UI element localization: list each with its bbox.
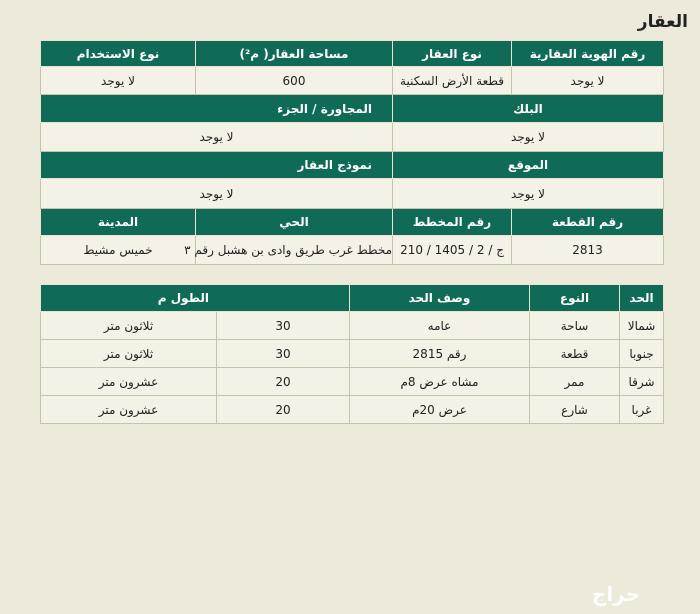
boundary-type: شارع xyxy=(530,396,620,424)
boundary-side: غربا xyxy=(620,396,664,424)
value-plot-number: 2813 xyxy=(512,236,664,265)
header-type: النوع xyxy=(530,285,620,312)
property-value-row-3 xyxy=(41,179,664,209)
header-identity: رقم الهوية العقارية xyxy=(512,41,664,67)
value-area: 600 xyxy=(196,67,393,95)
header-property-type: نوع العقار xyxy=(393,41,512,67)
property-value-row-1 xyxy=(41,67,664,95)
value-district: مخطط غرب طريق وادى بن هشبل رقم ٣ xyxy=(196,236,393,265)
boundary-description: مشاه عرض 8م xyxy=(350,368,530,396)
value-property-type: قطعة الأرض السكنية xyxy=(393,67,512,95)
table-row xyxy=(41,312,664,340)
header-plan-number: رقم المخطط xyxy=(393,209,512,236)
table-row xyxy=(41,340,664,368)
property-header-row-2 xyxy=(41,95,664,123)
header-description: وصف الحد xyxy=(350,285,530,312)
value-identity: لا يوجد xyxy=(512,67,664,95)
boundary-length: 30 xyxy=(217,312,350,340)
value-city: خميس مشيط xyxy=(41,236,196,265)
table-row xyxy=(41,368,664,396)
boundary-length-text: ثلاثون متر xyxy=(41,312,217,340)
boundary-length: 30 xyxy=(217,340,350,368)
boundary-type: ممر xyxy=(530,368,620,396)
boundaries-header-row xyxy=(41,285,664,312)
haraj-watermark-logo: حراج xyxy=(592,582,641,606)
value-property-model: لا يوجد xyxy=(41,179,393,209)
boundary-description: عرض 20م xyxy=(350,396,530,424)
value-usage-type: لا يوجد xyxy=(41,67,196,95)
boundary-side: شمالا xyxy=(620,312,664,340)
value-plan-number: 210 / 1405 / ج / 2 xyxy=(393,236,512,265)
header-block: البلك xyxy=(393,95,664,123)
property-value-row-2 xyxy=(41,123,664,152)
boundary-length-text: عشرون متر xyxy=(41,396,217,424)
boundaries-table xyxy=(40,284,664,424)
header-city: المدينة xyxy=(41,209,196,236)
table-row xyxy=(41,396,664,424)
boundary-length-text: عشرون متر xyxy=(41,368,217,396)
header-length: الطول م xyxy=(41,285,350,312)
boundary-side: شرقا xyxy=(620,368,664,396)
boundary-type: ساحة xyxy=(530,312,620,340)
value-location: لا يوجد xyxy=(393,179,664,209)
header-property-model: نموذج العقار xyxy=(41,152,393,179)
header-plot-number: رقم القطعة xyxy=(512,209,664,236)
boundary-length: 20 xyxy=(217,368,350,396)
property-header-row-1 xyxy=(41,41,664,67)
header-location: الموقع xyxy=(393,152,664,179)
header-district: الحي xyxy=(196,209,393,236)
value-neighborhood-part: لا يوجد xyxy=(41,123,393,152)
boundary-type: قطعة xyxy=(530,340,620,368)
page-title: العقار xyxy=(637,12,688,32)
header-side: الحد xyxy=(620,285,664,312)
boundary-length-text: ثلاثون متر xyxy=(41,340,217,368)
boundary-description: رقم 2815 xyxy=(350,340,530,368)
boundary-length: 20 xyxy=(217,396,350,424)
property-value-row-4 xyxy=(41,236,664,265)
header-neighborhood-part: المجاورة / الجزء xyxy=(41,95,393,123)
boundary-side: جنوبا xyxy=(620,340,664,368)
property-header-row-3 xyxy=(41,152,664,179)
value-block: لا يوجد xyxy=(393,123,664,152)
property-table xyxy=(40,40,664,265)
property-header-row-4 xyxy=(41,209,664,236)
header-area: مساحة العقار( م²) xyxy=(196,41,393,67)
boundary-description: عامه xyxy=(350,312,530,340)
header-usage-type: نوع الاستخدام xyxy=(41,41,196,67)
